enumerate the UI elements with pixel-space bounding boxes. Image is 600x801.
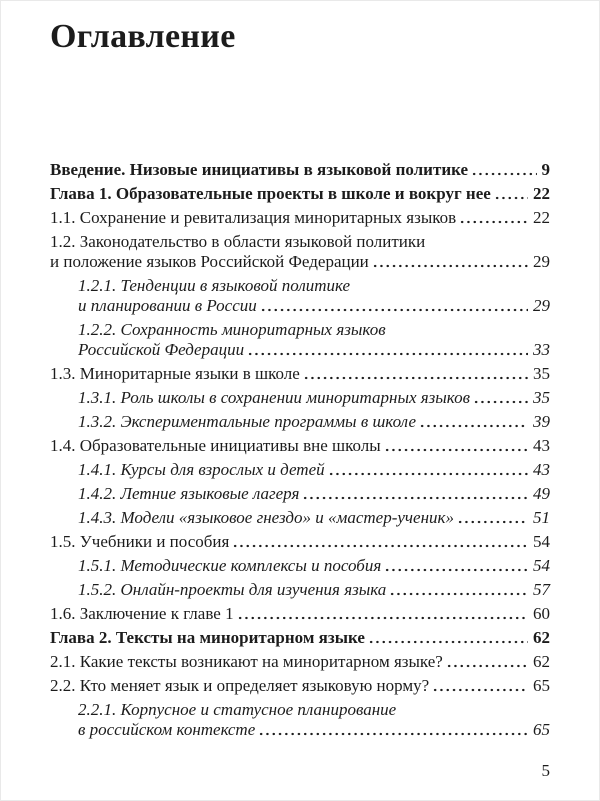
toc-entry-page: 43 bbox=[533, 460, 550, 479]
toc-entry bbox=[50, 388, 550, 408]
toc-entry-page: 65 bbox=[533, 720, 550, 739]
toc-entry bbox=[50, 580, 550, 600]
toc-entry bbox=[50, 604, 550, 624]
toc-entry-label: 1.2.1. Тенденции в языковой политике bbox=[78, 276, 351, 295]
toc-entry bbox=[50, 184, 550, 204]
toc-entry bbox=[50, 700, 550, 740]
toc-entry bbox=[50, 412, 550, 432]
dot-leader bbox=[419, 423, 528, 429]
toc-line bbox=[50, 364, 550, 384]
dot-leader bbox=[459, 219, 528, 225]
toc-line bbox=[50, 532, 550, 552]
toc-entry-page: 22 bbox=[533, 208, 550, 227]
toc-entry-label: 1.3. Миноритарные языки в школе bbox=[50, 364, 300, 383]
toc-entry-label: Введение. Низовые инициативы в языковой политике bbox=[50, 160, 469, 179]
toc-entry bbox=[50, 508, 550, 528]
toc-entry bbox=[50, 436, 550, 456]
toc-entry-label: 1.6. Заключение к главе 1 bbox=[50, 604, 234, 623]
toc-line bbox=[78, 700, 550, 720]
dot-leader bbox=[494, 195, 528, 201]
toc-entry-page: 43 bbox=[533, 436, 550, 455]
toc-entry bbox=[50, 484, 550, 504]
dot-leader bbox=[446, 663, 528, 669]
dot-leader bbox=[258, 731, 528, 737]
toc-entry bbox=[50, 532, 550, 552]
toc-line bbox=[78, 340, 550, 360]
toc-line bbox=[78, 296, 550, 316]
toc-line bbox=[50, 184, 550, 204]
toc-entry-label: 1.5.1. Методические комплексы и пособия bbox=[78, 556, 382, 575]
toc-entry-label: Российской Федерации bbox=[78, 340, 245, 359]
toc-entry-page: 62 bbox=[533, 652, 550, 671]
toc-line bbox=[50, 604, 550, 624]
toc-entry-page: 22 bbox=[533, 184, 550, 203]
toc-line bbox=[78, 320, 550, 340]
toc-entry-label: 1.4.1. Курсы для взрослых и детей bbox=[78, 460, 325, 479]
toc-list bbox=[50, 160, 550, 740]
toc-entry-label: 2.2. Кто меняет язык и определяет языковую норму? bbox=[50, 676, 430, 695]
toc-entry-page: 39 bbox=[533, 412, 550, 431]
toc-entry bbox=[50, 276, 550, 316]
toc-line bbox=[50, 160, 550, 180]
toc-entry-label: 1.3.1. Роль школы в сохранении миноритарных языков bbox=[78, 388, 470, 407]
dot-leader bbox=[471, 171, 536, 177]
toc-entry-page: 62 bbox=[533, 628, 550, 647]
toc-line bbox=[50, 436, 550, 456]
dot-leader bbox=[372, 263, 528, 269]
dot-leader bbox=[247, 351, 528, 357]
toc-entry bbox=[50, 628, 550, 648]
toc-entry-page: 35 bbox=[533, 388, 550, 407]
dot-leader bbox=[384, 567, 528, 573]
dot-leader bbox=[328, 471, 528, 477]
dot-leader bbox=[237, 615, 528, 621]
toc-entry-page: 33 bbox=[533, 340, 550, 359]
dot-leader bbox=[303, 375, 528, 381]
dot-leader bbox=[389, 591, 528, 597]
toc-entry-label: в российском контексте bbox=[78, 720, 256, 739]
toc-entry-label: 1.2. Законодательство в области языковой политики bbox=[50, 232, 426, 251]
toc-entry bbox=[50, 160, 550, 180]
toc-entry bbox=[50, 364, 550, 384]
toc-entry-page: 51 bbox=[533, 508, 550, 527]
folio-page-number: 5 bbox=[541, 761, 550, 780]
toc-entry-page: 49 bbox=[533, 484, 550, 503]
dot-leader bbox=[232, 543, 528, 549]
toc-entry-page: 9 bbox=[541, 160, 550, 179]
dot-leader bbox=[473, 399, 528, 405]
toc-entry-page: 29 bbox=[533, 252, 550, 271]
toc-entry-label: 1.1. Сохранение и ревитализация миноритарных языков bbox=[50, 208, 457, 227]
toc-entry bbox=[50, 320, 550, 360]
toc-entry bbox=[50, 208, 550, 228]
toc-entry-label: 1.4. Образовательные инициативы вне школы bbox=[50, 436, 381, 455]
toc-entry-page: 54 bbox=[533, 556, 550, 575]
toc-entry-label: Глава 1. Образовательные проекты в школе и вокруг нее bbox=[50, 184, 491, 203]
toc-entry-page: 35 bbox=[533, 364, 550, 383]
dot-leader bbox=[302, 495, 528, 501]
toc-line bbox=[50, 232, 550, 252]
toc-line bbox=[78, 720, 550, 740]
toc-entry-label: и планировании в России bbox=[78, 296, 257, 315]
toc-entry-label: 1.3.2. Экспериментальные программы в школе bbox=[78, 412, 417, 431]
dot-leader bbox=[368, 639, 528, 645]
toc-entry-label: и положение языков Российской Федерации bbox=[50, 252, 369, 271]
toc-entry-label: 1.2.2. Сохранность миноритарных языков bbox=[78, 320, 386, 339]
dot-leader bbox=[432, 687, 528, 693]
toc-entry-label: 2.1. Какие тексты возникают на миноритарном языке? bbox=[50, 652, 443, 671]
toc-line bbox=[78, 556, 550, 576]
toc-line bbox=[50, 208, 550, 228]
toc-entry-page: 60 bbox=[533, 604, 550, 623]
toc-entry-label: 1.4.3. Модели «языковое гнездо» и «мастер-ученик» bbox=[78, 508, 454, 527]
toc-entry bbox=[50, 676, 550, 696]
toc-entry-page: 57 bbox=[533, 580, 550, 599]
toc-line bbox=[78, 388, 550, 408]
toc-line bbox=[50, 628, 550, 648]
toc-line bbox=[50, 652, 550, 672]
toc-entry-page: 29 bbox=[533, 296, 550, 315]
dot-leader bbox=[384, 447, 528, 453]
dot-leader bbox=[260, 307, 528, 313]
toc-entry-page: 65 bbox=[533, 676, 550, 695]
toc-entry bbox=[50, 460, 550, 480]
toc-entry-label: 1.5.2. Онлайн-проекты для изучения языка bbox=[78, 580, 387, 599]
toc-line bbox=[78, 508, 550, 528]
page-title: Оглавление bbox=[50, 18, 236, 55]
toc-entry bbox=[50, 232, 550, 272]
toc-line bbox=[78, 484, 550, 504]
toc-entry-label: 1.4.2. Летние языковые лагеря bbox=[78, 484, 300, 503]
toc-entry bbox=[50, 556, 550, 576]
dot-leader bbox=[457, 519, 528, 525]
toc-line bbox=[78, 580, 550, 600]
toc-line bbox=[78, 460, 550, 480]
toc-line bbox=[78, 412, 550, 432]
toc-entry-label: 1.5. Учебники и пособия bbox=[50, 532, 230, 551]
toc-entry bbox=[50, 652, 550, 672]
toc-line bbox=[78, 276, 550, 296]
toc-line bbox=[50, 252, 550, 272]
toc-entry-label: 2.2.1. Корпусное и статусное планирование bbox=[78, 700, 397, 719]
toc-line bbox=[50, 676, 550, 696]
toc-entry-label: Глава 2. Тексты на миноритарном языке bbox=[50, 628, 365, 647]
toc-entry-page: 54 bbox=[533, 532, 550, 551]
